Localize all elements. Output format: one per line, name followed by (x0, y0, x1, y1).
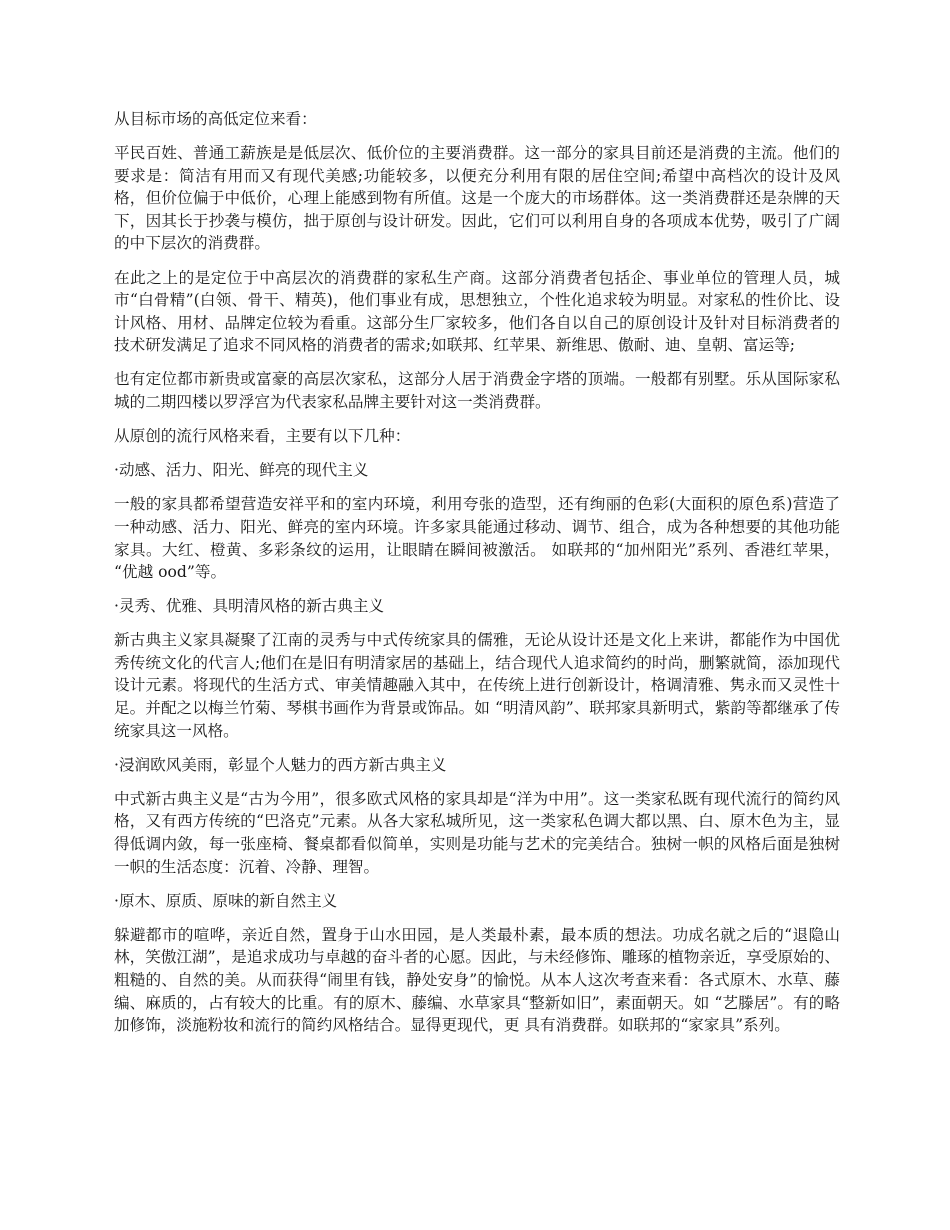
paragraph-modernism: 一般的家具都希望营造安祥平和的室内环境，利用夸张的造型，还有绚丽的色彩(大面积的原色系)营造了一种动感、活力、阳光、鲜亮的室内环境。许多家具能通过移动、调节、组合，成为各种想要的其他功能家具。大红、橙黄、多彩条纹的运用，让眼睛在瞬间被激活。 如联邦的“加州阳光”系列、香港红苹果， “优越 ood”等。 (114, 495, 840, 582)
paragraph-low-tier-consumers: 平民百姓、普通工薪族是是低层次、低价位的主要消费群。这一部分的家具目前还是消费的主流。他们的要求是：简洁有用而又有现代美感;功能较多，以便充分利用有限的居住空间;希望中高档次的设计及风格，但价位偏于中低价，心理上能感到物有所值。这是一个庞大的市场群体。这一类消费群还是杂牌的天下，因其长于抄袭与模仿，拙于原创与设计研发。因此，它们可以利用自身的各项成本优势，吸引了广阔的中下层次的消费群。 (114, 144, 840, 253)
intro-style-trends: 从原创的流行风格来看，主要有以下几种： (114, 427, 411, 446)
heading-western-neoclassicism: ·浸润欧风美雨，彰显个人魅力的西方新古典主义 (114, 755, 447, 774)
paragraph-high-tier-consumers: 也有定位都市新贵或富豪的高层次家私，这部分人居于消费金字塔的顶端。一般都有别墅。乐从国际家私城的二期四楼以罗浮宫为代表家私品牌主要针对这一类消费群。 (114, 370, 840, 412)
intro-market-positioning: 从目标市场的高低定位来看： (114, 110, 317, 128)
paragraph-mid-high-tier-consumers: 在此之上的是定位于中高层次的消费群的家私生产商。这部分消费者包括企、事业单位的管理人员，城市“白骨精”(白领、骨干、精英)，他们事业有成，思想独立，个性化追求较为明显。对家私的性价比、设计风格、用材、品牌定位较为看重。这部分生厂家较多，他们各自以自己的原创设计及针对目标消费者的技术研发满足了追求不同风格的消费者的需求;如联邦、红苹果、新维思、傲耐、迪、皇朝、富运等; (114, 268, 840, 355)
heading-modernism: ·动感、活力、阳光、鲜亮的现代主义 (114, 461, 369, 480)
heading-ming-qing-neoclassicism: ·灵秀、优雅、具明清风格的新古典主义 (114, 597, 385, 616)
document-body (114, 108, 840, 1048)
paragraph-ming-qing-neoclassicism: 新古典主义家具凝聚了江南的灵秀与中式传统家具的儒雅，无论从设计还是文化上来讲，都能作为中国优秀传统文化的代言人;他们在是旧有明清家居的基础上，结合现代人追求简约的时尚，删繁就简，添加现代设计元素。将现代的生活方式、审美情趣融入其中，在传统上进行创新设计，格调清雅、隽永而又灵性十足。并配之以梅兰竹菊、琴棋书画作为背景或饰品。如 “明清风韵”、联邦家具新明式，紫韵等都继承了传统家具这一风格。 (114, 631, 840, 740)
heading-new-naturalism: ·原木、原质、原味的新自然主义 (114, 891, 338, 910)
paragraph-new-naturalism: 躲避都市的喧哗，亲近自然，置身于山水田园，是人类最朴素，最本质的想法。功成名就之后的“退隐山林，笑傲江湖”，是追求成功与卓越的奋斗者的心愿。因此，与未经修饰、雕琢的植物亲近，享受原始的、粗糙的、自然的美。从而获得“闹里有钱，静处安身”的愉悦。从本人这次考查来看：各式原木、水草、藤编、麻质的，占有较大的比重。有的原木、藤编、水草家具“整新如旧”，素面朝天。如 “艺滕居”。有的略加修饰，淡施粉妆和流行的简约风格结合。显得更现代，更 具有消费群。如联邦的“家家具”系列。 (114, 925, 840, 1035)
paragraph-western-neoclassicism: 中式新古典主义是“古为今用”，很多欧式风格的家具却是“洋为中用”。这一类家私既有现代流行的简约风格，又有西方传统的“巴洛克”元素。从各大家私城所见，这一类家私色调大都以黑、白、原木色为主，显得低调内敛，每一张座椅、餐桌都看似简单，实则是功能与艺术的完美结合。独树一帜的风格后面是独树一帜的生活态度：沉着、冷静、理智。 (114, 789, 840, 876)
